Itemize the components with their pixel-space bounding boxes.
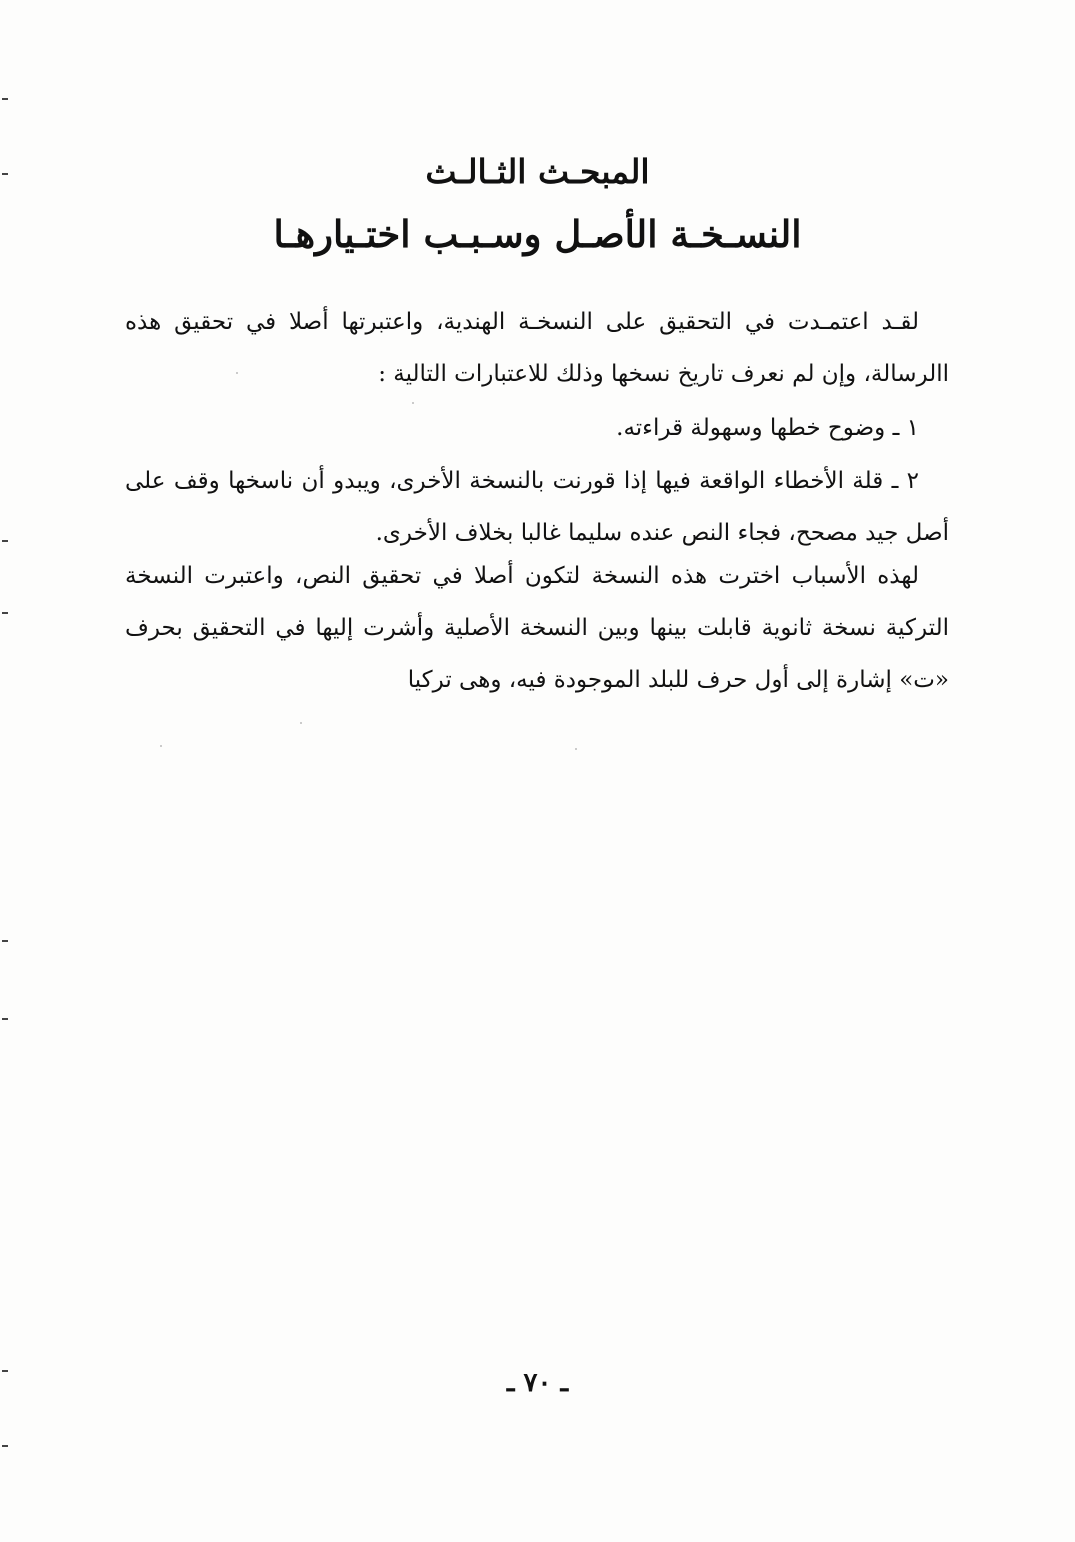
scan-mark — [2, 612, 8, 614]
conclusion-paragraph: لهذه الأسباب اخترت هذه النسخة لتكون أصلا في تحقيق النص، واعتبرت النسخة التركية نسخة ثانوية قابلت بينها وبين النسخة الأصلية وأشرت إليها في التحقيق بحرف «ت» إشارة إلى أول حرف للبلد الموجودة فيه، وهى تركيا — [125, 563, 949, 693]
scan-mark — [2, 1018, 8, 1020]
scan-speck — [160, 745, 162, 747]
scan-mark — [2, 98, 8, 100]
scan-mark — [2, 173, 8, 175]
reason-item-1: ١ ـ وضوح خطها وسهولة قراءته. — [616, 415, 919, 441]
section-label: المبحـث الثـالـث — [425, 152, 650, 191]
scan-speck — [300, 722, 302, 724]
intro-paragraph: لقـد اعتمـدت في التحقيق على النسخـة الهندية، واعتبرتها أصلا في تحقيق هذه االرسالة، وإن لم نعرف تاريخ نسخها وذلك للاعتبارات التالية : — [125, 309, 949, 387]
scan-mark — [2, 1370, 8, 1372]
scan-speck — [575, 748, 577, 750]
section-title: النسـخـة الأصـل وسـبـب اختـيارهـا — [273, 212, 802, 256]
scan-mark — [2, 540, 8, 542]
page-number: ـ ٧٠ ـ — [506, 1368, 569, 1398]
scan-mark — [2, 1445, 8, 1447]
scan-mark — [2, 940, 8, 942]
scan-speck — [236, 372, 238, 374]
scan-speck — [412, 402, 414, 404]
reason-item-2: ٢ ـ قلة الأخطاء الواقعة فيها إذا قورنت بالنسخة الأخرى، ويبدو أن ناسخها وقف على أصل جيد مصحح، فجاء النص عنده سليما غالبا بخلاف الأخرى. — [125, 468, 949, 546]
